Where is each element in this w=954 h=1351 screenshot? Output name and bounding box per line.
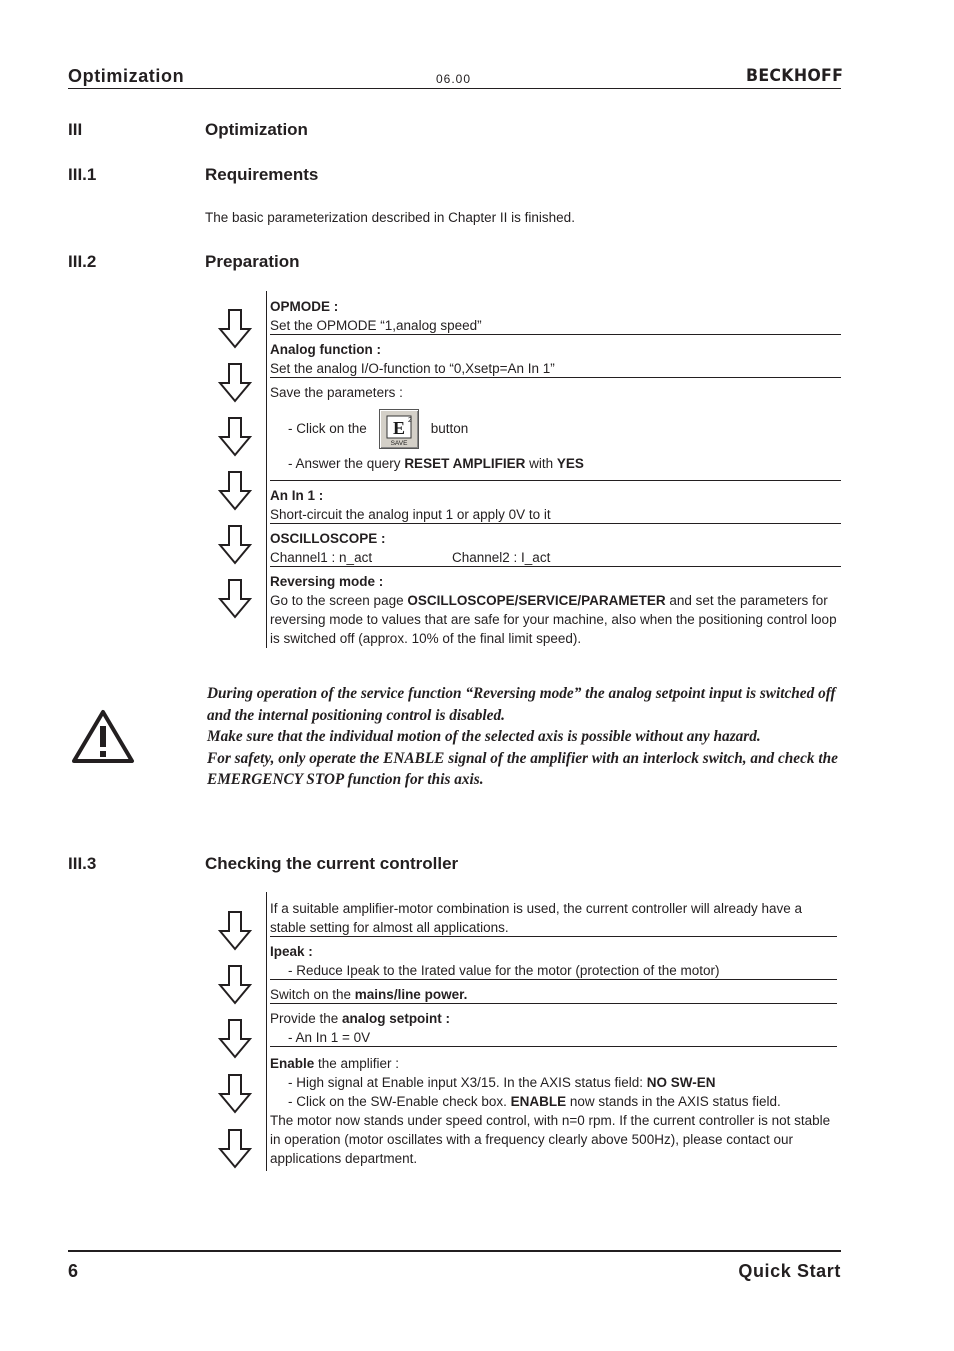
header-date: 06.00 (436, 72, 472, 86)
click-text: - Click on the (288, 421, 367, 436)
enable-status-text: ENABLE (510, 1094, 567, 1109)
enable-rest: the amplifier : (314, 1056, 400, 1071)
step-label: Reversing mode : (270, 574, 384, 589)
step-label: OSCILLOSCOPE : (270, 531, 386, 546)
down-arrow-icon (218, 417, 252, 457)
save-icon-sup: 2 (407, 417, 412, 425)
step-text (270, 985, 837, 1004)
click-save-line (270, 406, 841, 452)
step-an-in-1 (270, 486, 841, 524)
down-arrow-icon (218, 1019, 252, 1059)
osc-channel1: Channel1 : n_act (270, 550, 373, 565)
save-icon-glyph: E (392, 418, 405, 439)
answer-line (270, 454, 841, 473)
requirements-text: The basic parameterization described in Chapter II is finished. (205, 210, 575, 225)
osc-channel2: Channel2 : I_act (452, 550, 551, 565)
brand-logo: BECKHOFF (746, 66, 844, 86)
no-sw-en-text: NO SW-EN (646, 1075, 716, 1090)
step-enable-amplifier (270, 1054, 837, 1172)
steps-vertical-rule (266, 892, 267, 1171)
section-number: III.3 (68, 854, 97, 873)
step-text (270, 1092, 837, 1111)
save-button[interactable] (379, 409, 419, 449)
warning-text (207, 683, 841, 791)
step-text: - An In 1 = 0V (288, 1030, 371, 1045)
step-text (270, 1073, 837, 1092)
step-text: Short-circuit the analog input 1 or apply 0V to it (270, 507, 551, 522)
down-arrow-icon (218, 363, 252, 403)
step-text: Set the analog I/O-function to “0,Xsetp=An In 1” (270, 361, 555, 376)
warning-line: Make sure that the individual motion of the selected axis is possible without any hazard. (207, 728, 761, 745)
section-number: III.2 (68, 252, 97, 271)
footer-title: Quick Start (738, 1261, 841, 1281)
down-arrow-icon (218, 911, 252, 951)
rev-page-name: OSCILLOSCOPE/SERVICE/PARAMETER (407, 593, 666, 608)
switch-text: Switch on the (270, 987, 355, 1002)
analog-setpoint-text: analog setpoint : (342, 1011, 451, 1026)
answer-yes: YES (556, 456, 584, 471)
enable-text: Enable (270, 1056, 315, 1071)
section-number: III.1 (68, 165, 97, 184)
enable-line1: - High signal at Enable input X3/15. In the AXIS status field: (288, 1075, 647, 1090)
mains-power-text: mains/line power. (354, 987, 468, 1002)
enable-line2-rest: now stands in the AXIS status field. (566, 1094, 781, 1109)
step-analog-function (270, 340, 841, 378)
down-arrow-icon (218, 471, 252, 511)
step-text (270, 591, 841, 648)
section-title: Checking the current controller (205, 854, 459, 873)
step-text: - Reduce Ipeak to the Irated value for the motor (protection of the motor) (288, 963, 720, 978)
section-title: Optimization (205, 120, 308, 139)
step-save-parameters (270, 383, 841, 481)
reset-amplifier-text: RESET AMPLIFIER (404, 456, 526, 471)
step-opmode (270, 297, 841, 335)
warning-line: During operation of the service function “Reversing mode” the analog setpoint input is switched off and the internal positioning control is disabled. (207, 685, 836, 724)
rev-text-rest: and set the parameters for reversing mode to values that are safe for your machine, also when the positioning control loop is switched off (approx. 10% of the final limit speed). (270, 593, 837, 646)
step-text (270, 548, 841, 567)
step-text: Set the OPMODE “1,analog speed” (270, 318, 482, 333)
step-label: An In 1 : (270, 488, 324, 503)
provide-text: Provide the (270, 1011, 343, 1026)
save-icon-caption: SAVE (390, 440, 408, 448)
down-arrow-icon (218, 965, 252, 1005)
rev-text: Go to the screen page (270, 593, 408, 608)
enable-line2: - Click on the SW-Enable check box. (288, 1094, 511, 1109)
section-title: Requirements (205, 165, 319, 184)
warning-line: For safety, only operate the ENABLE signal of the amplifier with an interlock switch, and check the EMERGENCY STOP function for this axis. (207, 749, 838, 788)
down-arrow-icon (218, 309, 252, 349)
steps-vertical-rule (266, 291, 267, 648)
section-number: III (68, 120, 83, 139)
header-section-title: Optimization (68, 66, 185, 86)
down-arrow-icon (218, 1074, 252, 1114)
answer-text: - Answer the query (288, 456, 405, 471)
step-label: Analog function : (270, 342, 381, 357)
step-intro (270, 899, 837, 937)
warning-triangle-icon (71, 708, 135, 764)
step-text: If a suitable amplifier-motor combination is used, the current controller will already have a stable setting for almost all applications. (270, 901, 802, 935)
page-number: 6 (68, 1261, 79, 1281)
step-text: The motor now stands under speed control, with n=0 rpm. If the current controller is not stable in operation (motor oscillates with a frequency clearly above 500Hz), please contact our applications department. (270, 1113, 831, 1166)
header-rule (68, 88, 841, 89)
step-oscilloscope (270, 529, 841, 567)
step-label (270, 1054, 837, 1073)
save-icon (380, 410, 418, 448)
down-arrow-icon (218, 579, 252, 619)
step-label: OPMODE : (270, 299, 339, 314)
click-text-after: button (430, 421, 469, 436)
step-reversing-mode (270, 572, 841, 650)
answer-with: with (525, 456, 557, 471)
down-arrow-icon (218, 1129, 252, 1169)
step-label (270, 1009, 837, 1028)
step-analog-setpoint (270, 1009, 837, 1047)
footer-rule (68, 1250, 841, 1252)
down-arrow-icon (218, 525, 252, 565)
step-mains-power (270, 985, 837, 1004)
step-label: Ipeak : (270, 944, 313, 959)
section-title: Preparation (205, 252, 300, 271)
step-ipeak (270, 942, 837, 980)
step-text: Save the parameters : (270, 385, 403, 400)
